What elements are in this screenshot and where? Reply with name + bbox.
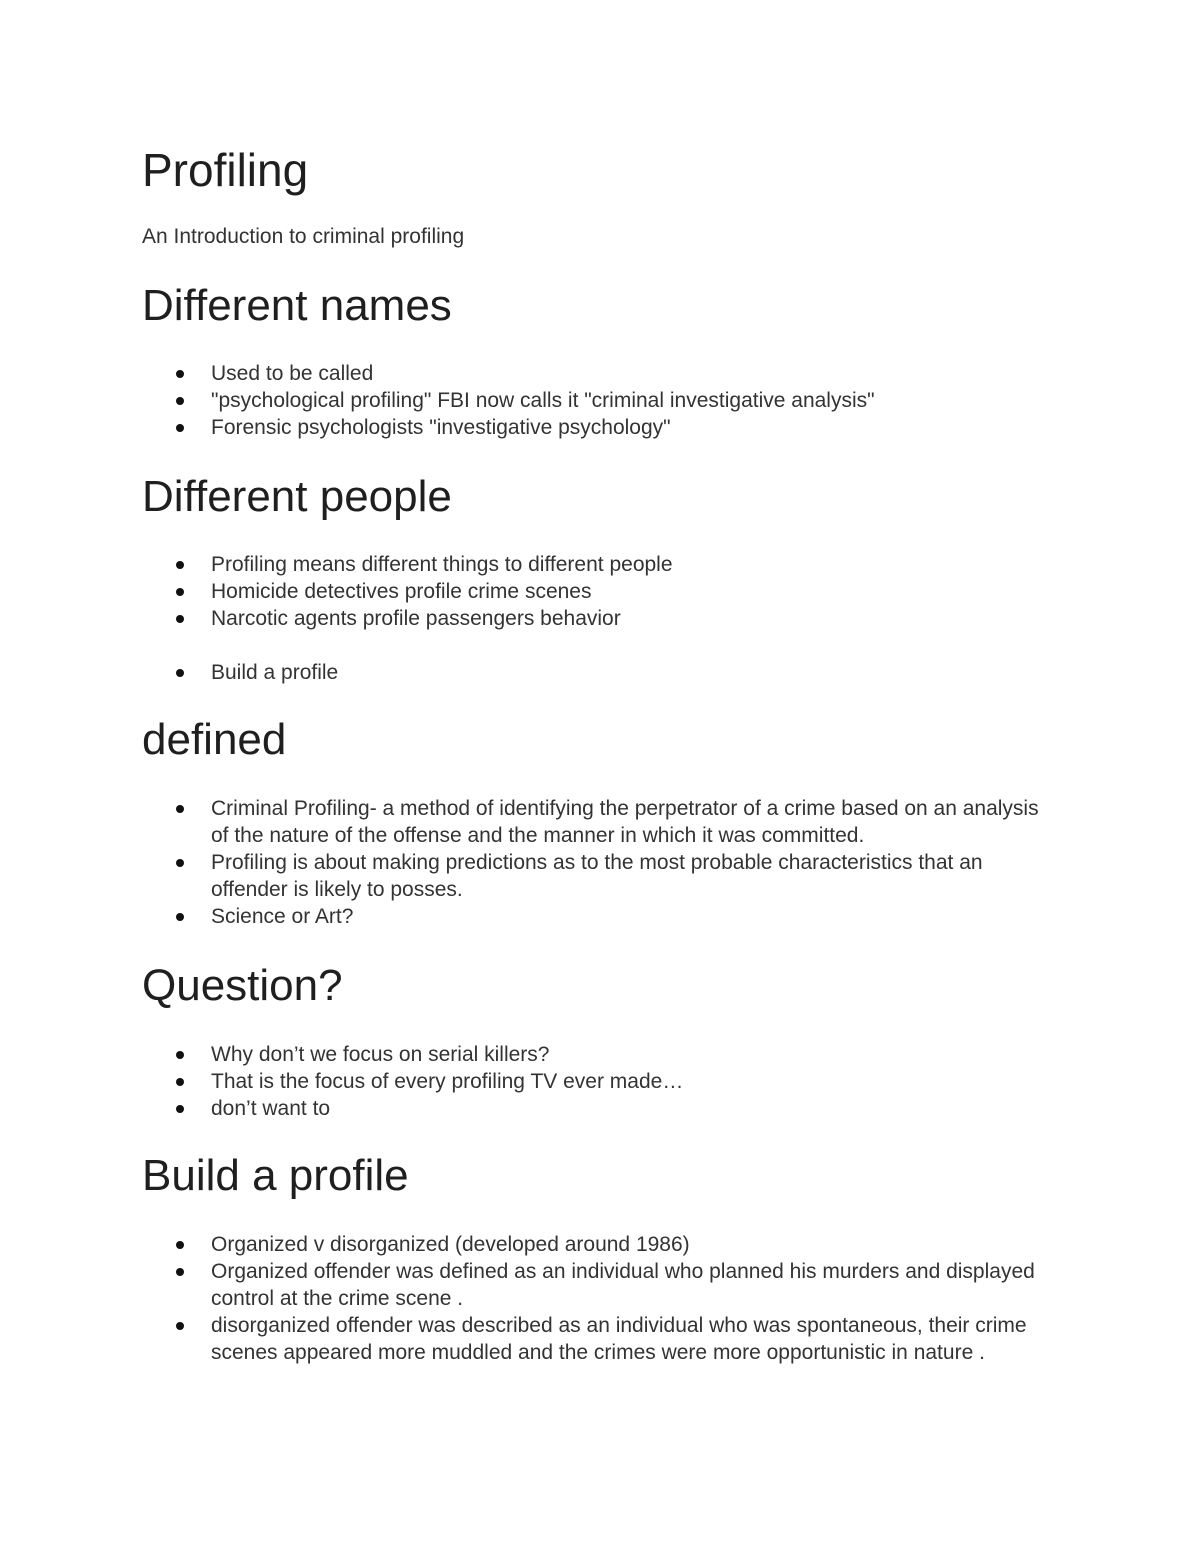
list-item: don’t want to: [142, 1095, 1052, 1122]
bullet-list-question: [142, 1041, 1052, 1122]
bullet-list-defined: [142, 795, 1052, 930]
bullet-list-different-people: [142, 551, 1052, 686]
section-heading-defined: defined: [142, 715, 287, 764]
list-item: Organized offender was defined as an individual who planned his murders and displayed control at the crime scene .: [142, 1258, 1052, 1312]
section-heading-different-people: Different people: [142, 472, 452, 521]
list-item: Criminal Profiling- a method of identifying the perpetrator of a crime based on an analysis of the nature of the offense and the manner in which it was committed.: [142, 795, 1052, 849]
bullet-list-different-names: [142, 360, 1052, 441]
list-item: Forensic psychologists "investigative psychology": [142, 414, 1052, 441]
list-item: disorganized offender was described as an individual who was spontaneous, their crime scenes appeared more muddled and the crimes were more opportunistic in nature .: [142, 1312, 1052, 1366]
list-item: Science or Art?: [142, 903, 1052, 930]
section-heading-question: Question?: [142, 961, 343, 1010]
list-item: That is the focus of every profiling TV ever made…: [142, 1068, 1052, 1095]
section-heading-different-names: Different names: [142, 281, 452, 330]
list-item: Why don’t we focus on serial killers?: [142, 1041, 1052, 1068]
document-subtitle: An Introduction to criminal profiling: [142, 225, 465, 248]
list-item: Profiling means different things to different people: [142, 551, 1052, 578]
list-item: "psychological profiling" FBI now calls it "criminal investigative analysis": [142, 387, 1052, 414]
section-heading-build-a-profile: Build a profile: [142, 1151, 409, 1200]
document-title: Profiling: [142, 144, 309, 196]
list-item: Homicide detectives profile crime scenes: [142, 578, 1052, 605]
bullet-list-build-a-profile: [142, 1231, 1052, 1366]
list-item: Used to be called: [142, 360, 1052, 387]
list-item: Build a profile: [142, 659, 1052, 686]
list-item: Organized v disorganized (developed around 1986): [142, 1231, 1052, 1258]
list-item: Profiling is about making predictions as to the most probable characteristics that an offender is likely to posses.: [142, 849, 1052, 903]
list-item: Narcotic agents profile passengers behavior: [142, 605, 1052, 632]
